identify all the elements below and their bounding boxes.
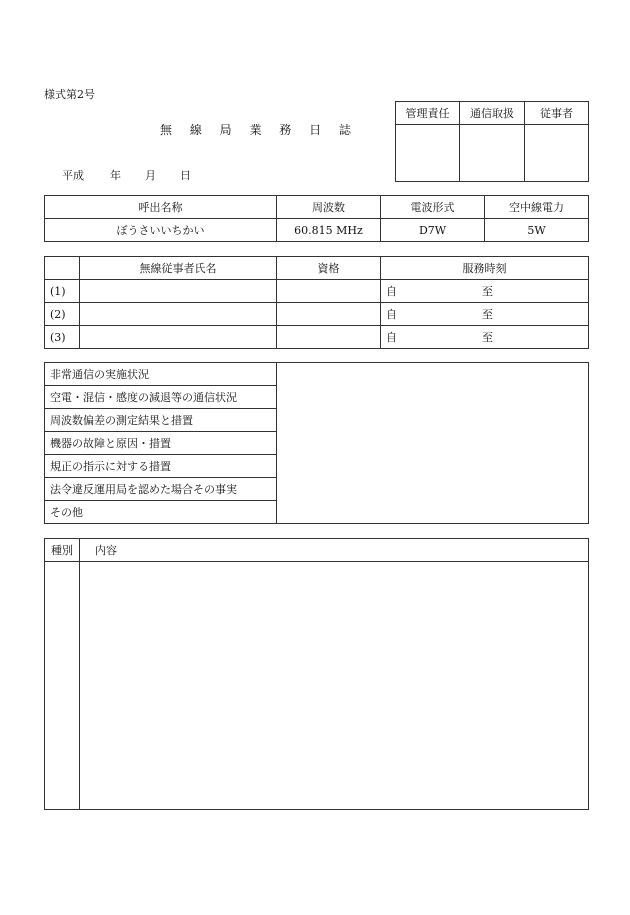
log-table xyxy=(44,538,589,810)
duty-from-label: 自 xyxy=(386,308,397,321)
call-name-value: ぼうさいいちかい xyxy=(45,219,277,242)
header-qualification: 資格 xyxy=(277,257,381,280)
header-duty-time: 服務時刻 xyxy=(381,257,589,280)
header-log-type: 種別 xyxy=(45,539,80,562)
qualification-cell[interactable] xyxy=(277,326,381,349)
header-antenna-power: 空中線電力 xyxy=(485,196,589,219)
duty-from-label: 自 xyxy=(386,285,397,298)
approval-seal-cell[interactable] xyxy=(460,125,525,182)
document-title: 無 線 局 業 務 日 誌 xyxy=(160,123,358,137)
report-items-table xyxy=(44,362,589,524)
approval-header-operator: 従事者 xyxy=(525,102,589,125)
date-line xyxy=(62,167,191,183)
emission-value: D7W xyxy=(381,219,485,242)
approval-seal-cell[interactable] xyxy=(525,125,589,182)
duty-from-label: 自 xyxy=(386,331,397,344)
log-content-cell[interactable] xyxy=(80,562,589,810)
operator-name-cell[interactable] xyxy=(80,280,277,303)
operators-table xyxy=(44,256,589,349)
duty-to-label: 至 xyxy=(482,308,493,321)
header-number xyxy=(45,257,80,280)
header-emission: 電波形式 xyxy=(381,196,485,219)
report-items-entry-area[interactable] xyxy=(277,363,589,524)
duty-to-label: 至 xyxy=(482,285,493,298)
row-number: (3) xyxy=(45,326,80,349)
approval-header-handler: 通信取扱 xyxy=(460,102,525,125)
header-operator-name: 無線従事者氏名 xyxy=(80,257,277,280)
item-regulation-instruction: 規正の指示に対する措置 xyxy=(45,455,277,478)
date-day: 日 xyxy=(180,169,191,182)
header-log-content: 内容 xyxy=(80,539,589,562)
item-emergency-comms: 非常通信の実施状況 xyxy=(45,363,277,386)
date-era: 平成 xyxy=(62,169,84,182)
approval-seal-cell[interactable] xyxy=(396,125,460,182)
qualification-cell[interactable] xyxy=(277,280,381,303)
item-equipment-fault: 機器の故障と原因・措置 xyxy=(45,432,277,455)
duty-time-cell[interactable] xyxy=(381,326,589,349)
frequency-value: 60.815 MHz xyxy=(277,219,381,242)
item-interference-status: 空電・混信・感度の減退等の通信状況 xyxy=(45,386,277,409)
qualification-cell[interactable] xyxy=(277,303,381,326)
approval-box xyxy=(395,101,589,182)
table-row xyxy=(45,326,589,349)
antenna-power-value: 5W xyxy=(485,219,589,242)
log-type-cell[interactable] xyxy=(45,562,80,810)
row-number: (1) xyxy=(45,280,80,303)
date-year: 年 xyxy=(110,169,121,182)
header-frequency: 周波数 xyxy=(277,196,381,219)
form-number: 様式第2号 xyxy=(44,88,95,101)
table-row xyxy=(45,280,589,303)
duty-time-cell[interactable] xyxy=(381,280,589,303)
duty-to-label: 至 xyxy=(482,331,493,344)
date-month: 月 xyxy=(145,169,156,182)
item-frequency-deviation: 周波数偏差の測定結果と措置 xyxy=(45,409,277,432)
duty-time-cell[interactable] xyxy=(381,303,589,326)
operator-name-cell[interactable] xyxy=(80,303,277,326)
operator-name-cell[interactable] xyxy=(80,326,277,349)
item-other: その他 xyxy=(45,501,277,524)
header-call-name: 呼出名称 xyxy=(45,196,277,219)
approval-header-manager: 管理責任 xyxy=(396,102,460,125)
table-row xyxy=(45,303,589,326)
station-info-table xyxy=(44,195,589,242)
item-violation-facts: 法令違反運用局を認めた場合その事実 xyxy=(45,478,277,501)
row-number: (2) xyxy=(45,303,80,326)
